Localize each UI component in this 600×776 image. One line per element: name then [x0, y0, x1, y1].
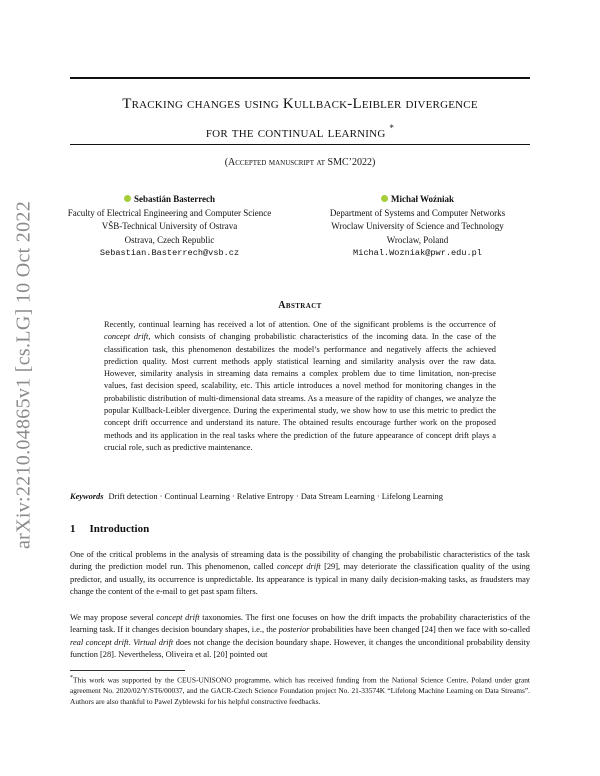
author-affiliation: Faculty of Electrical Engineering and Computer Science	[67, 207, 272, 218]
paper-title	[70, 92, 530, 145]
paragraph-text: We may propose several	[70, 613, 157, 622]
abstract-text: , which consists of changing probabilistic characteristics of the incoming data. In the case of the classification task, this phenomenon destabilizes the model’s performance and negatively affects the achieved prediction quality. Most current methods apply statistical learning and similarity analysis over the raw data. However, similarity analysis in streaming data remains a complex problem due to time limitation, non-precise values, fast decision speed, scalability, etc. This article introduces a novel method for monitoring changes in the probabilistic distribution of multi-dimensional data streams. As a measure of the rapidity of changes, we analyze the popular Kullback-Leibler divergence. During the experimental study, we show how to use this metric to predict the concept drift occurrence and understand its nature. The obtained results encourage further work on the proposed methods and its application in the real tasks where the prediction of the future appearance of concept drift plays a crucial role, such as predictive maintenance.	[104, 332, 497, 452]
section-heading	[70, 523, 149, 535]
keywords-line	[70, 491, 530, 503]
author-location: Ostrava, Czech Republic	[124, 234, 215, 245]
abstract-body	[104, 319, 496, 454]
author-email[interactable]: Sebastian.Basterrech@vsb.cz	[99, 248, 240, 258]
paragraph-emphasis: concept drift	[156, 613, 200, 622]
section-number: 1	[70, 523, 76, 535]
paragraph-text: does not change the decision boundary shape. However, it changes the unconditional probability density function [28]. Nevertheless, Oliveira et al. [20] pointed out	[70, 637, 531, 659]
section-title: Introduction	[89, 523, 150, 535]
abstract-heading: Abstract	[278, 300, 322, 311]
footnote-mark: *	[70, 675, 73, 681]
author-affiliation: Department of Systems and Computer Networks	[329, 207, 506, 218]
orcid-icon[interactable]	[124, 195, 131, 202]
footnote	[70, 673, 530, 707]
abstract-emphasis: concept drift	[104, 332, 149, 342]
abstract-text: Recently, continual learning has received a lot of attention. One of the significant problems is the occurrence of	[104, 320, 496, 329]
author-email[interactable]: Michal.Wozniak@pwr.edu.pl	[353, 248, 482, 258]
author-institution: VŠB-Technical University of Ostrava	[101, 221, 238, 231]
paragraph-text: One of the critical problems in the analysis of streaming data is the possibility of changing the probabilistic characteristics of the task during the prediction model run. This phenomenon, called	[70, 550, 530, 572]
paragraph-text: taxonomies. The first one focuses on how the drift impacts the probability characteristics of the learning task. If it changes decision boundary shapes, i.e., the	[70, 613, 530, 635]
author-name: Michał Woźniak	[390, 194, 455, 204]
keywords-label: Keywords	[70, 492, 104, 501]
title-footnote-mark: *	[389, 123, 395, 133]
arxiv-sidebar-stamp	[4, 200, 44, 550]
author-name: Sebastián Basterrech	[133, 194, 216, 204]
paragraph-emphasis: real concept drift	[70, 637, 129, 647]
arxiv-identifier: arXiv:2210.04865v1 [cs.LG] 10 Oct 2022	[12, 200, 35, 550]
title-top-rule	[70, 77, 530, 79]
paragraph-emphasis: posterior	[278, 625, 310, 635]
footnote-text: This work was supported by the CEUS-UNISONO programme, which has received funding from the National Science Centre, Poland under grant agreement No. 2020/02/Y/ST6/00037, and the GACR-Czech Science Foundation project No. 21-33574K “Lifelong Machine Learning on Data Streams”. Authors are also thankful to Pawel Zyblewski for his helpful constructive feedbacks.	[70, 675, 530, 707]
paragraph-text: .	[128, 637, 134, 647]
accepted-note: (Accepted manuscript at SMC’2022)	[224, 157, 376, 168]
footnote-rule	[70, 670, 185, 671]
author-location: Wroclaw, Poland	[386, 234, 449, 245]
paragraph-emphasis: Virtual drift	[133, 637, 174, 647]
keywords-text: Drift detection · Continual Learning · Relative Entropy · Data Stream Learning · Lifelong Learning	[108, 492, 443, 501]
orcid-icon[interactable]	[381, 195, 388, 202]
paragraph-text: probabilities have been changed [24] then we face with so-called	[309, 625, 530, 635]
author-name-row	[300, 193, 535, 207]
intro-paragraph-2	[70, 612, 530, 661]
title-line-1: Tracking changes using Kullback-Leibler divergence	[122, 96, 478, 112]
intro-paragraph-1	[70, 549, 530, 598]
author-institution: Wroclaw University of Science and Technology	[331, 221, 504, 231]
author-name-row	[52, 193, 287, 207]
author-block-1	[52, 193, 287, 261]
author-block-2	[300, 193, 535, 261]
paragraph-text: [29], may deteriorate the classification quality of the using predictor, and usually, its occurrence is unpredictable. Its appearance is typical in many daily decision-making tasks, as fraudsters may change the content of the e-mail to get past spam filters.	[70, 562, 530, 596]
title-bottom-rule	[70, 144, 530, 145]
title-line-2: for the continual learning	[205, 125, 386, 141]
paragraph-emphasis: concept drift	[276, 562, 321, 572]
